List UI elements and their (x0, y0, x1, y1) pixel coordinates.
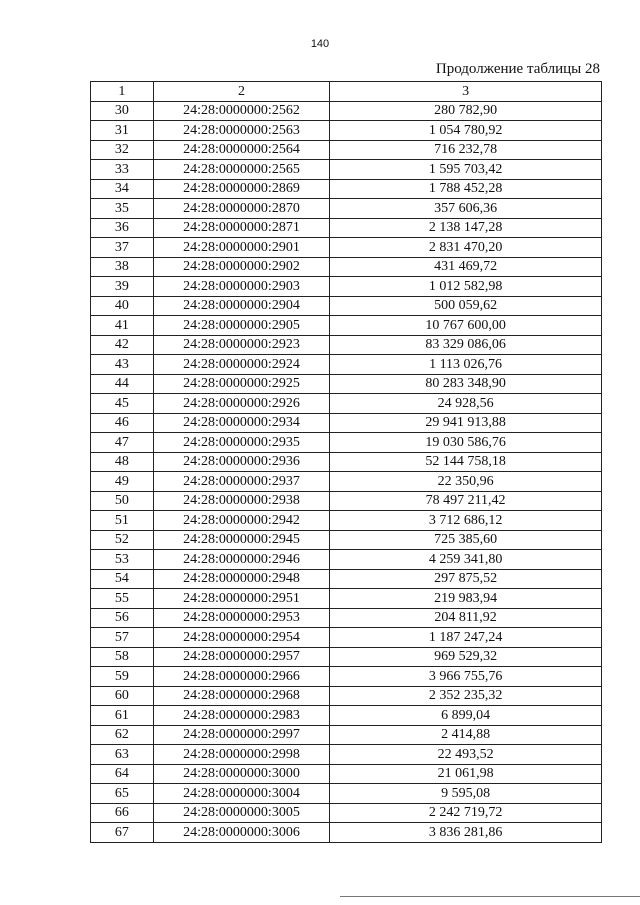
data-table (90, 81, 602, 843)
amount-cell: 431 469,72 (330, 257, 602, 277)
cadastral-number-cell: 24:28:0000000:2937 (153, 472, 329, 492)
table-row (91, 140, 602, 160)
cadastral-number-cell: 24:28:0000000:3005 (153, 803, 329, 823)
cadastral-number-cell: 24:28:0000000:2563 (153, 121, 329, 141)
cadastral-number-cell: 24:28:0000000:3004 (153, 784, 329, 804)
row-number-cell: 51 (91, 511, 154, 531)
table-row (91, 335, 602, 355)
amount-cell: 1 012 582,98 (330, 277, 602, 297)
row-number-cell: 47 (91, 433, 154, 453)
amount-cell: 52 144 758,18 (330, 452, 602, 472)
amount-cell: 500 059,62 (330, 296, 602, 316)
row-number-cell: 52 (91, 530, 154, 550)
amount-cell: 83 329 086,06 (330, 335, 602, 355)
amount-cell: 78 497 211,42 (330, 491, 602, 511)
table-row (91, 413, 602, 433)
row-number-cell: 64 (91, 764, 154, 784)
amount-cell: 22 493,52 (330, 745, 602, 765)
table-row (91, 121, 602, 141)
cadastral-number-cell: 24:28:0000000:2565 (153, 160, 329, 180)
amount-cell: 2 831 470,20 (330, 238, 602, 258)
amount-cell: 80 283 348,90 (330, 374, 602, 394)
row-number-cell: 61 (91, 706, 154, 726)
row-number-cell: 60 (91, 686, 154, 706)
cadastral-number-cell: 24:28:0000000:2871 (153, 218, 329, 238)
cadastral-number-cell: 24:28:0000000:2870 (153, 199, 329, 219)
cadastral-number-cell: 24:28:0000000:2954 (153, 628, 329, 648)
cadastral-number-cell: 24:28:0000000:2998 (153, 745, 329, 765)
table-row (91, 569, 602, 589)
cadastral-number-cell: 24:28:0000000:2951 (153, 589, 329, 609)
table-row (91, 238, 602, 258)
cadastral-number-cell: 24:28:0000000:2953 (153, 608, 329, 628)
table-row (91, 472, 602, 492)
cadastral-number-cell: 24:28:0000000:2925 (153, 374, 329, 394)
row-number-cell: 57 (91, 628, 154, 648)
row-number-cell: 32 (91, 140, 154, 160)
cadastral-number-cell: 24:28:0000000:3000 (153, 764, 329, 784)
cadastral-number-cell: 24:28:0000000:2957 (153, 647, 329, 667)
row-number-cell: 37 (91, 238, 154, 258)
amount-cell: 19 030 586,76 (330, 433, 602, 453)
cadastral-number-cell: 24:28:0000000:2562 (153, 101, 329, 121)
column-header-3: 3 (330, 82, 602, 102)
cadastral-number-cell: 24:28:0000000:3006 (153, 823, 329, 843)
amount-cell: 24 928,56 (330, 394, 602, 414)
table-row (91, 530, 602, 550)
row-number-cell: 33 (91, 160, 154, 180)
table-row (91, 628, 602, 648)
cadastral-number-cell: 24:28:0000000:2926 (153, 394, 329, 414)
row-number-cell: 35 (91, 199, 154, 219)
amount-cell: 716 232,78 (330, 140, 602, 160)
table-row (91, 433, 602, 453)
table-row (91, 647, 602, 667)
amount-cell: 6 899,04 (330, 706, 602, 726)
table-row (91, 608, 602, 628)
cadastral-number-cell: 24:28:0000000:2901 (153, 238, 329, 258)
row-number-cell: 42 (91, 335, 154, 355)
table-row (91, 491, 602, 511)
table-row (91, 784, 602, 804)
cadastral-number-cell: 24:28:0000000:2904 (153, 296, 329, 316)
table-row (91, 296, 602, 316)
row-number-cell: 58 (91, 647, 154, 667)
row-number-cell: 53 (91, 550, 154, 570)
page-edge-line (340, 896, 640, 897)
table-header-row (91, 82, 602, 102)
amount-cell: 357 606,36 (330, 199, 602, 219)
cadastral-number-cell: 24:28:0000000:2945 (153, 530, 329, 550)
cadastral-number-cell: 24:28:0000000:2903 (153, 277, 329, 297)
row-number-cell: 45 (91, 394, 154, 414)
amount-cell: 2 414,88 (330, 725, 602, 745)
row-number-cell: 66 (91, 803, 154, 823)
cadastral-number-cell: 24:28:0000000:2936 (153, 452, 329, 472)
cadastral-number-cell: 24:28:0000000:2997 (153, 725, 329, 745)
row-number-cell: 41 (91, 316, 154, 336)
row-number-cell: 40 (91, 296, 154, 316)
amount-cell: 297 875,52 (330, 569, 602, 589)
cadastral-number-cell: 24:28:0000000:2564 (153, 140, 329, 160)
table-row (91, 374, 602, 394)
table-row (91, 745, 602, 765)
row-number-cell: 38 (91, 257, 154, 277)
row-number-cell: 59 (91, 667, 154, 687)
table-row (91, 511, 602, 531)
table-row (91, 101, 602, 121)
row-number-cell: 55 (91, 589, 154, 609)
table-row (91, 160, 602, 180)
row-number-cell: 36 (91, 218, 154, 238)
amount-cell: 280 782,90 (330, 101, 602, 121)
table-row (91, 803, 602, 823)
cadastral-number-cell: 24:28:0000000:2869 (153, 179, 329, 199)
row-number-cell: 62 (91, 725, 154, 745)
amount-cell: 3 966 755,76 (330, 667, 602, 687)
row-number-cell: 50 (91, 491, 154, 511)
row-number-cell: 44 (91, 374, 154, 394)
cadastral-number-cell: 24:28:0000000:2938 (153, 491, 329, 511)
row-number-cell: 54 (91, 569, 154, 589)
cadastral-number-cell: 24:28:0000000:2983 (153, 706, 329, 726)
amount-cell: 2 138 147,28 (330, 218, 602, 238)
table-row (91, 550, 602, 570)
cadastral-number-cell: 24:28:0000000:2905 (153, 316, 329, 336)
table-row (91, 667, 602, 687)
amount-cell: 204 811,92 (330, 608, 602, 628)
table-row (91, 257, 602, 277)
table-caption: Продолжение таблицы 28 (435, 61, 600, 77)
row-number-cell: 31 (91, 121, 154, 141)
row-number-cell: 39 (91, 277, 154, 297)
table-row (91, 355, 602, 375)
amount-cell: 2 352 235,32 (330, 686, 602, 706)
column-header-1: 1 (91, 82, 154, 102)
column-header-2: 2 (153, 82, 329, 102)
amount-cell: 1 054 780,92 (330, 121, 602, 141)
cadastral-number-cell: 24:28:0000000:2902 (153, 257, 329, 277)
row-number-cell: 67 (91, 823, 154, 843)
row-number-cell: 48 (91, 452, 154, 472)
cadastral-number-cell: 24:28:0000000:2948 (153, 569, 329, 589)
table-row (91, 199, 602, 219)
amount-cell: 725 385,60 (330, 530, 602, 550)
cadastral-number-cell: 24:28:0000000:2968 (153, 686, 329, 706)
table-row (91, 706, 602, 726)
table-row (91, 725, 602, 745)
row-number-cell: 30 (91, 101, 154, 121)
cadastral-number-cell: 24:28:0000000:2924 (153, 355, 329, 375)
table-row (91, 823, 602, 843)
amount-cell: 1 788 452,28 (330, 179, 602, 199)
cadastral-number-cell: 24:28:0000000:2966 (153, 667, 329, 687)
row-number-cell: 65 (91, 784, 154, 804)
amount-cell: 29 941 913,88 (330, 413, 602, 433)
row-number-cell: 49 (91, 472, 154, 492)
page-number: 140 (310, 38, 330, 50)
row-number-cell: 46 (91, 413, 154, 433)
cadastral-number-cell: 24:28:0000000:2935 (153, 433, 329, 453)
row-number-cell: 43 (91, 355, 154, 375)
row-number-cell: 34 (91, 179, 154, 199)
amount-cell: 9 595,08 (330, 784, 602, 804)
amount-cell: 969 529,32 (330, 647, 602, 667)
cadastral-number-cell: 24:28:0000000:2946 (153, 550, 329, 570)
cadastral-number-cell: 24:28:0000000:2923 (153, 335, 329, 355)
table-row (91, 316, 602, 336)
table-row (91, 686, 602, 706)
amount-cell: 2 242 719,72 (330, 803, 602, 823)
table-row (91, 218, 602, 238)
amount-cell: 3 836 281,86 (330, 823, 602, 843)
cadastral-number-cell: 24:28:0000000:2934 (153, 413, 329, 433)
amount-cell: 1 113 026,76 (330, 355, 602, 375)
amount-cell: 219 983,94 (330, 589, 602, 609)
table-row (91, 394, 602, 414)
amount-cell: 1 595 703,42 (330, 160, 602, 180)
table-row (91, 589, 602, 609)
amount-cell: 10 767 600,00 (330, 316, 602, 336)
amount-cell: 22 350,96 (330, 472, 602, 492)
table-row (91, 179, 602, 199)
row-number-cell: 63 (91, 745, 154, 765)
table-row (91, 764, 602, 784)
table-row (91, 277, 602, 297)
table-body (91, 101, 602, 842)
amount-cell: 3 712 686,12 (330, 511, 602, 531)
table-row (91, 452, 602, 472)
amount-cell: 1 187 247,24 (330, 628, 602, 648)
cadastral-number-cell: 24:28:0000000:2942 (153, 511, 329, 531)
amount-cell: 4 259 341,80 (330, 550, 602, 570)
amount-cell: 21 061,98 (330, 764, 602, 784)
row-number-cell: 56 (91, 608, 154, 628)
